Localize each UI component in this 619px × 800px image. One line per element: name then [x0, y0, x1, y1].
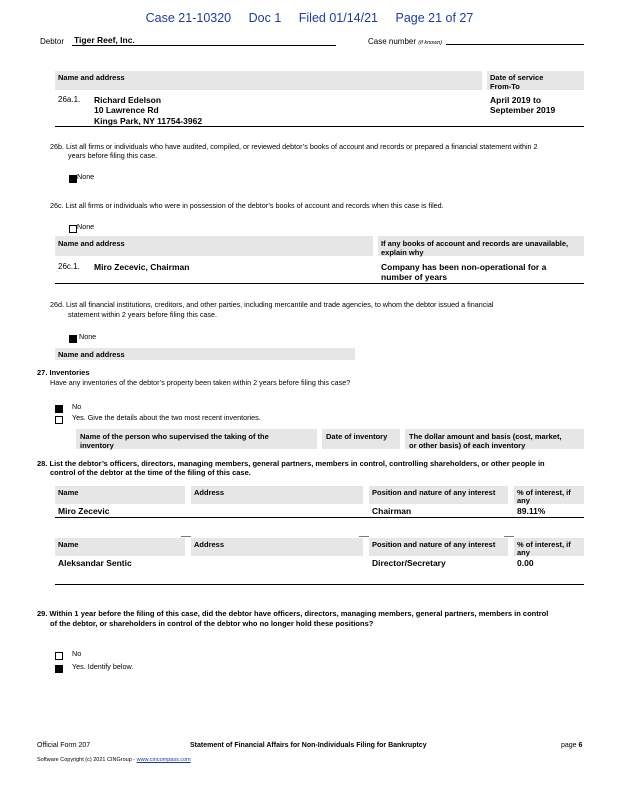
q28-row1-name: Miro Zecevic: [58, 506, 110, 516]
case-number-label: Case number (if known): [368, 37, 443, 46]
q28-position-header: Position and nature of any interest: [369, 538, 508, 556]
q26b-none-label: None: [77, 172, 95, 181]
q26c-none-label: None: [77, 222, 95, 231]
q26d-text-1: 26d. List all financial institutions, creditors, and other parties, including mercantile and trade agencies, to whom the debtor issued a financial: [50, 300, 494, 309]
q28-pct-header: % of interest, if any: [514, 538, 584, 556]
q26b-text-1: 26b. List all firms or individuals who have audited, compiled, or reviewed debtor’s books of account and records or prepared a financial statement within 2: [50, 142, 538, 151]
q27-person-header: Name of the person who supervised the taking of the inventory: [76, 429, 317, 449]
q26a-item-number: 26a.1.: [58, 95, 81, 104]
page-count: Page 21 of 27: [395, 11, 474, 25]
q26c-name: Miro Zecevic, Chairman: [94, 262, 190, 272]
q26a-name-header: Name and address: [55, 71, 482, 90]
q26d-none-checkbox[interactable]: [69, 330, 77, 348]
footer-copyright: Software Copyright (c) 2021 CINGroup - www.cincompass.com: [37, 757, 191, 763]
case-number-field: [446, 44, 584, 45]
q28-row2-pct: 0.00: [517, 558, 534, 568]
q27-date-header: Date of inventory: [322, 429, 400, 449]
q27-amount-header: The dollar amount and basis (cost, market, or other basis) of each inventory: [405, 429, 584, 449]
debtor-name: Tiger Reef, Inc.: [74, 35, 135, 45]
doc-number: Doc 1: [248, 11, 282, 25]
q28-address-header: Address: [191, 486, 363, 504]
q26c-unavailable-header: If any books of account and records are unavailable, explain why: [378, 236, 584, 256]
q28-pct-header: % of interest, if any: [514, 486, 584, 504]
q26b-text-2: years before filing this case.: [68, 151, 158, 160]
q27-no-label: No: [72, 402, 82, 411]
q29-text-2: of the debtor, or shareholders in control of the debtor who no longer hold these positions?: [50, 619, 374, 628]
q26d-name-header: Name and address: [55, 348, 355, 360]
case-number-header: Case 21-10320: [145, 11, 232, 25]
divider: [55, 517, 584, 518]
q26b-none-checkbox[interactable]: [69, 170, 77, 188]
court-header: [0, 11, 619, 25]
q29-no-label: No: [72, 649, 82, 658]
q27-title: 27. Inventories: [37, 368, 90, 377]
filed-date: Filed 01/14/21: [298, 11, 378, 25]
q28-row1-pct: 89.11%: [517, 506, 546, 516]
q28-position-header: Position and nature of any interest: [369, 486, 508, 504]
q29-yes-checkbox[interactable]: [55, 660, 63, 678]
q26c-text: 26c. List all firms or individuals who were in possession of the debtor’s books of account and records when this case is filed.: [50, 201, 444, 210]
q27-yes-checkbox[interactable]: [55, 411, 63, 429]
footer-title: Statement of Financial Affairs for Non-Individuals Filing for Bankruptcy: [190, 742, 427, 749]
q28-name-header: Name: [55, 538, 185, 556]
q26d-text-2: statement within 2 years before filing this case.: [68, 310, 218, 319]
divider: [55, 126, 584, 127]
q26c-reason-1: Company has been non-operational for a: [381, 262, 547, 272]
q26c-item-number: 26c.1.: [58, 262, 80, 271]
divider: [181, 536, 191, 537]
q26c-reason-2: number of years: [381, 272, 448, 282]
q29-text-1: 29. Within 1 year before the filing of this case, did the debtor have officers, directors, managing members, general partners, members in control: [37, 609, 549, 618]
footer-form: Official Form 207: [37, 742, 91, 749]
q26a-name: Richard Edelson: [94, 95, 162, 105]
q26c-name-header: Name and address: [55, 236, 373, 256]
q28-row2-position: Director/Secretary: [372, 558, 446, 568]
q28-address-header: Address: [191, 538, 363, 556]
q26a-date-header: Date of service From-To: [487, 71, 584, 90]
divider: [359, 536, 369, 537]
q26a-street: 10 Lawrence Rd: [94, 105, 159, 115]
q28-text-2: control of the debtor at the time of the filing of this case.: [50, 468, 251, 477]
q26a-date-to: September 2019: [490, 105, 556, 115]
q26a-date-from: April 2019 to: [490, 95, 542, 105]
debtor-label: Debtor: [40, 37, 65, 46]
q28-row2-name: Aleksandar Sentic: [58, 558, 132, 568]
divider: [55, 584, 584, 585]
divider: [504, 536, 514, 537]
q29-yes-label: Yes. Identify below.: [72, 662, 134, 671]
debtor-name-field: [72, 35, 336, 46]
q28-row1-position: Chairman: [372, 506, 412, 516]
q27-yes-label: Yes. Give the details about the two most recent inventories.: [72, 413, 261, 422]
footer-page: page 6: [561, 742, 583, 749]
q26d-none-label: None: [79, 332, 97, 341]
q26a-city: Kings Park, NY 11754-3962: [94, 116, 203, 126]
divider: [55, 283, 584, 284]
footer-url-link[interactable]: www.cincompass.com: [136, 757, 191, 763]
q27-question: Have any inventories of the debtor’s property been taken within 2 years before filing this case?: [50, 378, 351, 387]
q28-text-1: 28. List the debtor’s officers, directors, managing members, general partners, members in control, controlling shareholders, or other people in: [37, 459, 545, 468]
q28-name-header: Name: [55, 486, 185, 504]
